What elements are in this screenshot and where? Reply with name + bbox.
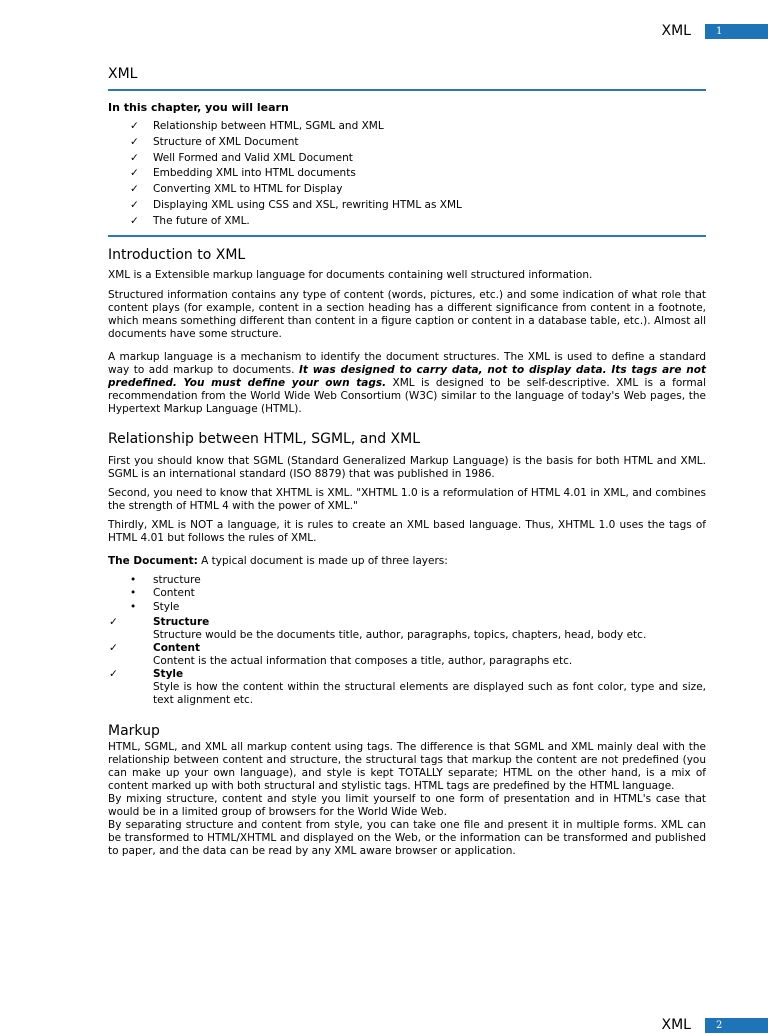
paragraph: [108, 351, 706, 416]
objectives-bottom-rule: [108, 235, 706, 237]
layer-description: Structure would be the documents title, author, paragraphs, topics, chapters, head, body etc.: [153, 628, 647, 641]
list-item: [108, 198, 706, 214]
markup-section: [108, 741, 706, 859]
list-item: [108, 587, 706, 601]
layer-definitions: [108, 616, 706, 707]
bullet-icon: •: [130, 587, 137, 600]
bullet-list: [108, 574, 706, 615]
list-item-text: Embedding XML into HTML documents: [153, 167, 356, 180]
checkmark-icon: ✓: [130, 183, 139, 196]
paragraph: Structured information contains any type of content (words, pictures, etc.) and some indication of what role that content plays (for example, content in a section heading has a different significance from content in a footnote, which means something different than content in a figure caption or content in a database table, etc.). Almost all documents have some structure.: [108, 288, 706, 340]
list-item-text: Content: [153, 587, 195, 600]
next-page-header: [662, 1016, 768, 1034]
list-item-text: Displaying XML using CSS and XSL, rewriting HTML as XML: [153, 198, 462, 211]
emphasized-text: It was designed to carry data, not to display data. Its tags are not predefined. You must define your own tags.: [108, 363, 707, 389]
list-item-text: Relationship between HTML, SGML and XML: [153, 120, 384, 132]
paragraph-text: XML is designed to be self-descriptive. XML is a formal recommendation from the World Wide Web Consortium (W3C) similar to the language of today's Web pages, the Hypertext Markup Language (HTML).: [108, 376, 706, 415]
running-header-title: XML: [661, 23, 691, 39]
list-item-text: Converting XML to HTML for Display: [153, 183, 343, 196]
layer-description: Content is the actual information that composes a title, author, paragraphs etc.: [153, 654, 573, 667]
checkmark-icon: ✓: [109, 615, 118, 628]
learning-objectives-heading: In this chapter, you will learn: [108, 101, 289, 114]
layer-title: Structure: [153, 615, 210, 628]
layer-item: [108, 616, 706, 642]
list-item: [108, 601, 706, 615]
list-item: [108, 151, 706, 167]
list-item-text: structure: [153, 573, 201, 586]
list-item-text: Well Formed and Valid XML Document: [153, 151, 353, 164]
section-heading-markup: Markup: [108, 722, 160, 739]
checkmark-icon: ✓: [109, 641, 118, 654]
paragraph-text: A markup language is a mechanism to identify the document structures. The XML is used to define a standard way to add markup to documents.: [108, 350, 706, 376]
paragraph: First you should know that SGML (Standard Generalized Markup Language) is the basis for both HTML and XML. SGML is an international standard (ISO 8879) that was published in 1986.: [108, 454, 706, 480]
list-item-text: Structure of XML Document: [153, 135, 299, 148]
layer-item: [108, 668, 706, 707]
list-item: [108, 214, 706, 230]
bullet-icon: •: [130, 600, 137, 613]
list-item: [108, 166, 706, 182]
layer-item: [108, 642, 706, 668]
list-item-text: Style: [153, 600, 180, 613]
list-item: [108, 135, 706, 151]
learning-objectives: [108, 91, 706, 235]
checkmark-icon: ✓: [130, 120, 139, 132]
checkmark-icon: ✓: [130, 151, 139, 164]
section-heading-introduction: Introduction to XML: [108, 246, 246, 263]
paragraph: HTML, SGML, and XML all markup content using tags. The difference is that SGML and XML mainly deal with the relationship between content and structure, the structural tags that markup the content are not predefined (you can make up your own language), and style is kept TOTALLY separate; HTML on the other hand, is a mix of content marked up with both structural and stylistic tags. HTML tags are predefined by the HTML language.: [108, 740, 706, 792]
paragraph: XML is a Extensible markup language for documents containing well structured information.: [108, 268, 593, 281]
layer-title: Content: [153, 641, 201, 654]
checkmark-icon: ✓: [130, 135, 139, 148]
list-item-text: The future of XML.: [153, 214, 250, 227]
layer-description: Style is how the content within the structural elements are displayed such as font color, type and size, text alignment etc.: [153, 680, 706, 706]
list-item: [108, 119, 706, 135]
paragraph: Second, you need to know that XHTML is XML. "XHTML 1.0 is a reformulation of HTML 4.01 in XML, and combines the strength of HTML 4 with the power of XML.": [108, 486, 706, 512]
chapter-title: XML: [108, 66, 138, 82]
next-page-header-title: XML: [661, 1017, 691, 1033]
checkmark-icon: ✓: [130, 198, 139, 211]
paragraph-text: A typical document is made up of three layers:: [197, 554, 448, 567]
paragraph: [108, 555, 706, 568]
paragraph: Thirdly, XML is NOT a language, it is rules to create an XML based language. Thus, XHTML 1.0 uses the tags of HTML 4.01 but follows the rules of XML.: [108, 518, 706, 544]
learning-objectives-list: [108, 119, 706, 230]
list-item: [108, 182, 706, 198]
page-number-badge: 1: [705, 24, 768, 39]
list-item: [108, 574, 706, 588]
running-header: [662, 22, 768, 40]
paragraph: By separating structure and content from style, you can take one file and present it in multiple forms. XML can be transformed to HTML/XHTML and displayed on the Web, or the information can be transformed and published to paper, and the data can be read by any XML aware browser or application.: [108, 819, 706, 858]
layer-title: Style: [153, 667, 184, 680]
checkmark-icon: ✓: [109, 667, 118, 680]
bold-label: The Document:: [108, 554, 198, 567]
section-heading-relationship: Relationship between HTML, SGML, and XML: [108, 430, 421, 447]
paragraph: By mixing structure, content and style you limit yourself to one form of presentation and in HTML's case that would be in a limited group of browsers for the World Wide Web.: [108, 793, 706, 819]
checkmark-icon: ✓: [130, 167, 139, 180]
next-page-number-badge: 2: [705, 1018, 768, 1033]
checkmark-icon: ✓: [130, 214, 139, 227]
bullet-icon: •: [130, 573, 137, 586]
page-content: [108, 64, 706, 859]
